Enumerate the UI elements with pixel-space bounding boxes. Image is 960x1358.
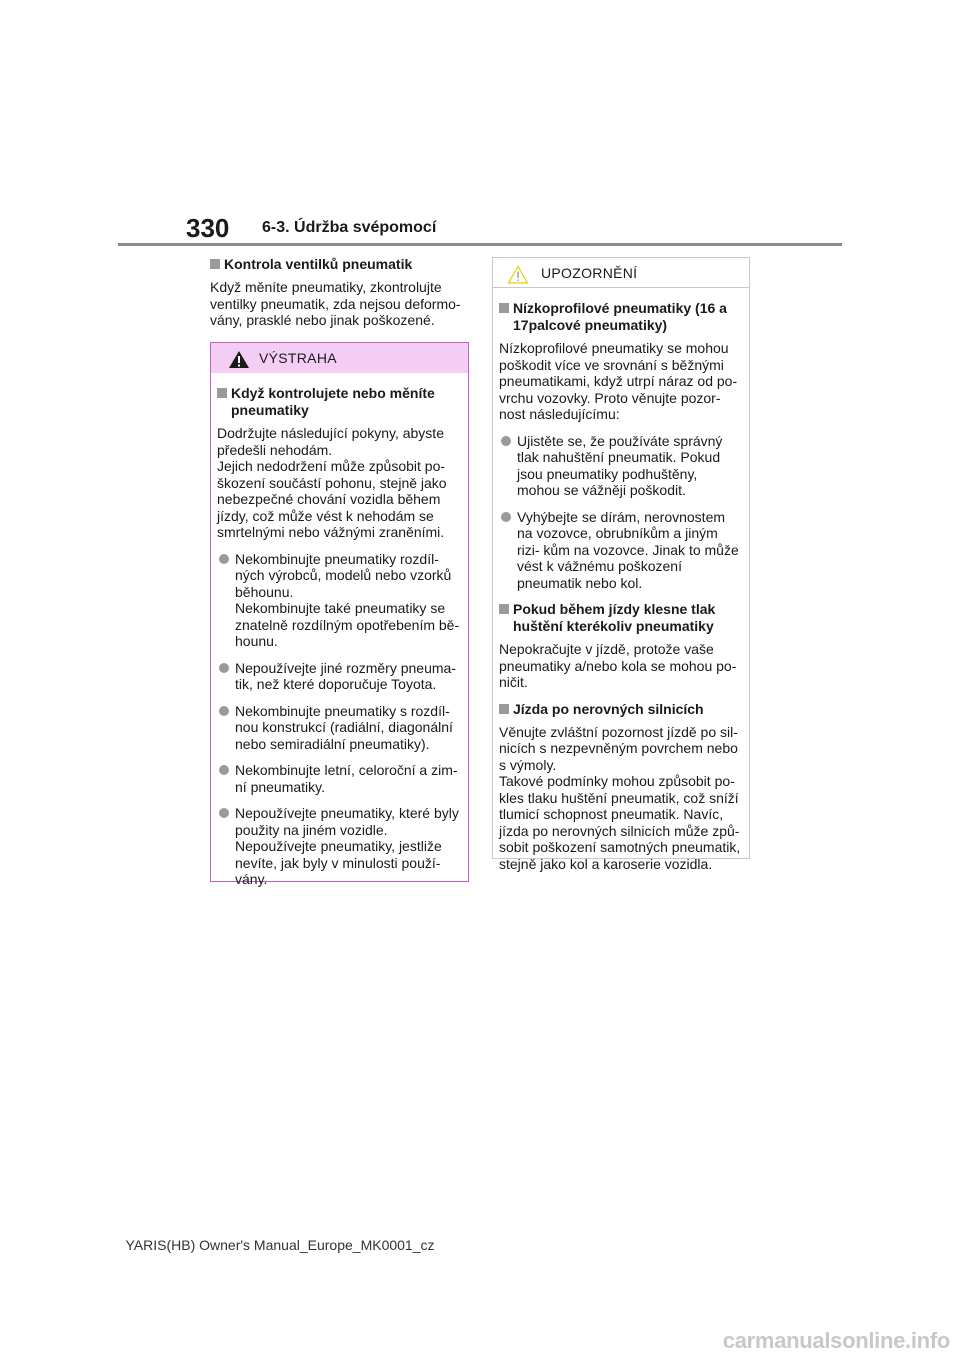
caution-text-3b: Takové podmínky mohou způsobit po- kles tlaku huštění pneumatik, což sníží tlumicí schopnost pneumatik. Navíc, jízda po nerovných silnicích může způ- sobit poškození samotných pneumatik, stejně jako kol a karoserie vozidla. — [499, 773, 741, 872]
caution-box — [492, 257, 750, 872]
caution-heading-2: Pokud během jízdy klesne tlak huštění kterékoliv pneumatiky — [499, 601, 743, 635]
header-rule — [118, 243, 842, 246]
warning-bullet-1-extra: Nekombinujte také pneumatiky se znatelně rozdílným opotřebením bě- hounu. — [235, 600, 460, 649]
valve-check-paragraph: Když měníte pneumatiky, zkontrolujte ventilky pneumatik, zda nejsou deformo- vány, prasklé nebo jinak poškozené. — [210, 279, 461, 328]
caution-heading-1: Nízkoprofilové pneumatiky (16 a 17palcové pneumatiky) — [499, 300, 743, 334]
page-footer — [0, 1236, 960, 1254]
warning-bullet-5 — [217, 805, 462, 888]
caution-heading-3: Jízda po nerovných silnicích — [499, 701, 743, 718]
warning-bullet-4: Nekombinujte letní, celoroční a zim- ní pneumatiky. — [217, 762, 462, 795]
warning-bullet-1 — [217, 551, 462, 650]
warning-triangle-icon — [228, 350, 250, 369]
warning-bullet-5-text: Nepoužívejte pneumatiky, které byly použity na jiném vozidle. — [235, 805, 459, 838]
warning-intro: Dodržujte následující pokyny, abyste předešli nehodám. — [217, 425, 444, 458]
warning-box-header — [211, 343, 468, 373]
warning-box — [210, 342, 469, 887]
warning-bullet-5-extra: Nepoužívejte pneumatiky, jestliže nevíte, jak byly v minulosti použí- vány. — [235, 838, 442, 887]
caution-box-body — [493, 288, 749, 872]
warning-box-body — [211, 373, 468, 888]
warning-bullet-3: Nekombinujte pneumatiky s rozdíl- nou konstrukcí (radiální, diagonální nebo semiradiální pneumatiky). — [217, 703, 462, 753]
valve-check-heading: Kontrola ventilků pneumatik — [210, 256, 470, 273]
caution-text-3: Věnujte zvláštní pozornost jízdě po sil- nicích s nezpevněným povrchem nebo s výmoly. — [499, 723, 738, 773]
footer-text: YARIS(HB) Owner's Manual_Europe_MK0001_cz — [125, 1237, 435, 1253]
watermark: carmanualsonline.info — [722, 1328, 950, 1353]
caution-label: UPOZORNĚNÍ — [541, 265, 638, 281]
page-number: 330 — [186, 213, 230, 243]
warning-bullet-2: Nepoužívejte jiné rozměry pneuma- tik, než které doporučuje Toyota. — [217, 660, 462, 693]
caution-text-1: Nízkoprofilové pneumatiky se mohou poškodit více ve srovnání s běžnými pneumatikami, když utrpí náraz od po- vrchu vozovky. Proto věnujte pozor- nost následujícímu: — [499, 340, 738, 422]
section-title: 6-3. Údržba svépomocí — [262, 219, 437, 236]
caution-triangle-icon — [507, 265, 529, 284]
warning-bullet-1-text: Nekombinujte pneumatiky rozdíl- ných výrobců, modelů nebo vzorků běhounu. — [235, 550, 452, 600]
warning-intro-2: Jejich nedodržení může způsobit po- škození součástí pohonu, stejně jako nebezpečné chování vozidla během jízdy, což může vést k nehodám se smrtelnými nebo vážnými zraněními. — [217, 458, 447, 540]
caution-text-2: Nepokračujte v jízdě, protože vaše pneumatiky a/nebo kola se mohou po- ničit. — [499, 641, 737, 690]
caution-bullet-2: Vyhýbejte se dírám, nerovnostem na vozovce, obrubníkům a jiným rizi- kům na vozovce. Jinak to může vést k vážnému poškození pneumatik nebo kol. — [499, 509, 743, 592]
caution-bullet-1: Ujistěte se, že používáte správný tlak nahuštění pneumatik. Pokud jsou pneumatiky podhuštěny, mohou se vážněji poškodit. — [499, 433, 743, 499]
warning-label: VÝSTRAHA — [259, 350, 337, 366]
caution-box-header — [493, 258, 749, 288]
left-column — [210, 256, 470, 329]
warning-heading: Když kontrolujete nebo měníte pneumatiky — [217, 385, 462, 419]
